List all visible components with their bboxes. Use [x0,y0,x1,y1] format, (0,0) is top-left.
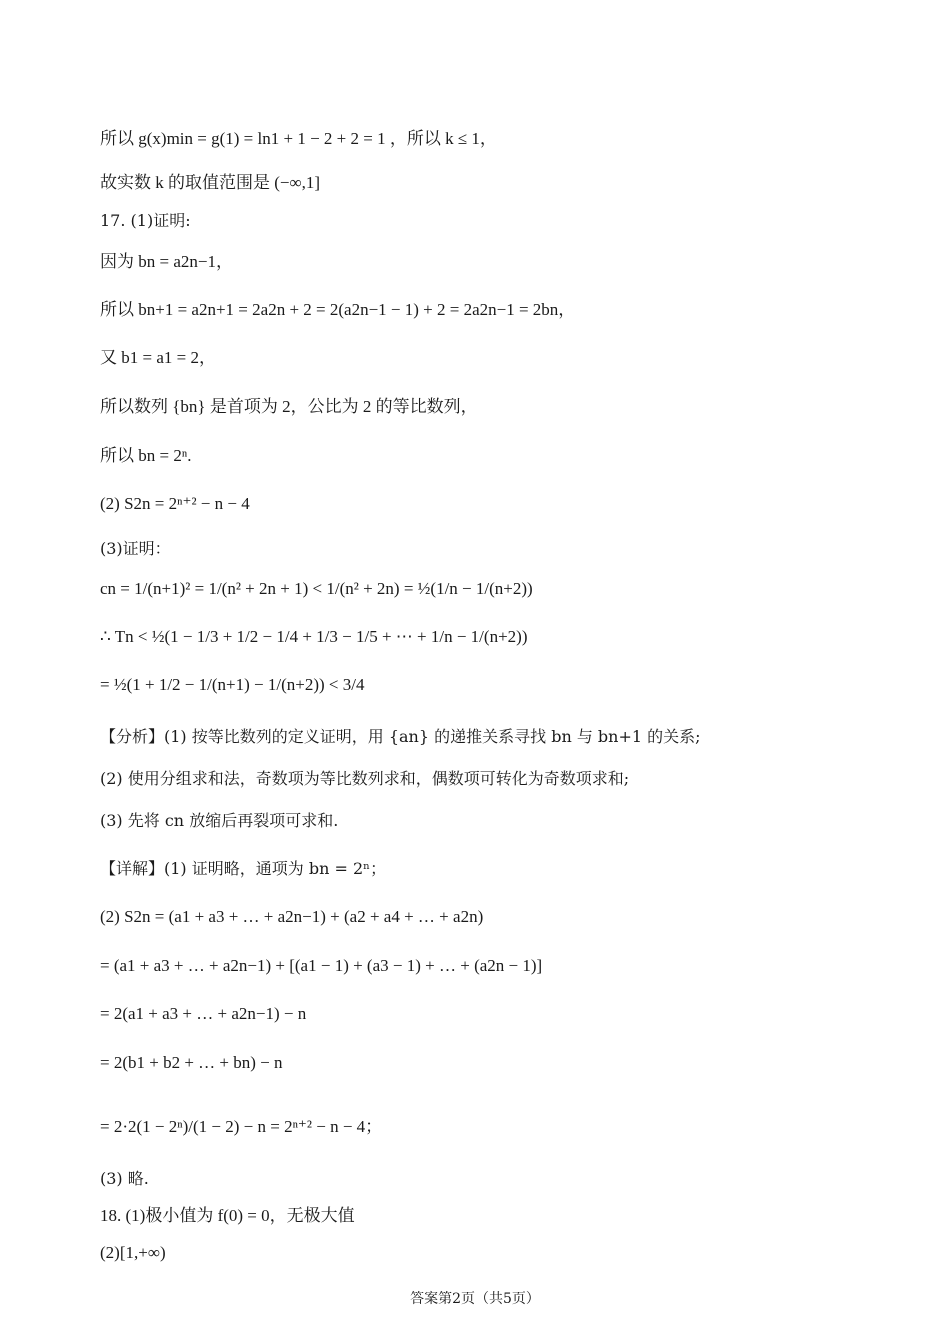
equation-line: = ½(1 + 1/2 − 1/(n+1) − 1/(n+2)) < 3/4 [100,675,365,694]
text-line: 又 b1 = a1 = 2， [100,348,216,367]
question-17-heading: 17. (1)证明: [100,211,191,230]
text-line: 故实数 k 的取值范围是 (−∞,1] [100,173,321,192]
equation-line: (2) S2n = (a1 + a3 + … + a2n−1) + (a2 + a4 + … + a2n) [100,907,484,926]
equation-line: ∴ Tn < ½(1 − 1/3 + 1/2 − 1/4 + 1/3 − 1/5 + ⋯ + 1/n − 1/(n+2)) [100,627,528,646]
equation-line: = (a1 + a3 + … + a2n−1) + [(a1 − 1) + (a3 − 1) + … + (a2n − 1)] [100,956,543,975]
analysis-line: 【分析】(1) 按等比数列的定义证明，用 {an} 的递推关系寻找 bn 与 bn+1 的关系; [100,727,701,746]
text-line: 因为 bn = a2n−1， [100,252,233,271]
text-line: 所以 bn+1 = a2n+1 = 2a2n + 2 = 2(a2n−1 − 1) + 2 = 2a2n−1 = 2bn， [100,300,576,319]
equation-line: cn = 1/(n+1)² = 1/(n² + 2n + 1) < 1/(n² + 2n) = ½(1/n − 1/(n+2)) [100,579,533,598]
text-line: 所以数列 {bn} 是首项为 2，公比为 2 的等比数列， [100,397,478,416]
equation-line: = 2(b1 + b2 + … + bn) − n [100,1053,283,1072]
text-line: 所以 bn = 2ⁿ. [100,446,192,465]
equation-line: = 2(a1 + a3 + … + a2n−1) − n [100,1004,307,1023]
text-line: (2) S2n = 2ⁿ⁺² − n − 4 [100,494,250,513]
question-18-heading: 18. (1)极小值为 f(0) = 0，无极大值 [100,1206,355,1225]
text-line: (2)[1,+∞) [100,1243,166,1262]
text-line: (3) 略. [100,1169,149,1188]
page-footer: 答案第2页（共5页） [410,1291,540,1307]
analysis-line: (2) 使用分组求和法，奇数项为等比数列求和，偶数项可转化为奇数项求和; [100,769,630,788]
detail-line: 【详解】(1) 证明略，通项为 bn = 2ⁿ； [100,859,387,878]
text-line: (3)证明： [100,539,171,558]
equation-line: = 2·2(1 − 2ⁿ)/(1 − 2) − n = 2ⁿ⁺² − n − 4； [100,1117,383,1136]
text-line: 所以 g(x)min = g(1) = ln1 + 1 − 2 + 2 = 1 ，所以 k ≤ 1， [100,129,497,148]
analysis-line: (3) 先将 cn 放缩后再裂项可求和. [100,811,339,830]
